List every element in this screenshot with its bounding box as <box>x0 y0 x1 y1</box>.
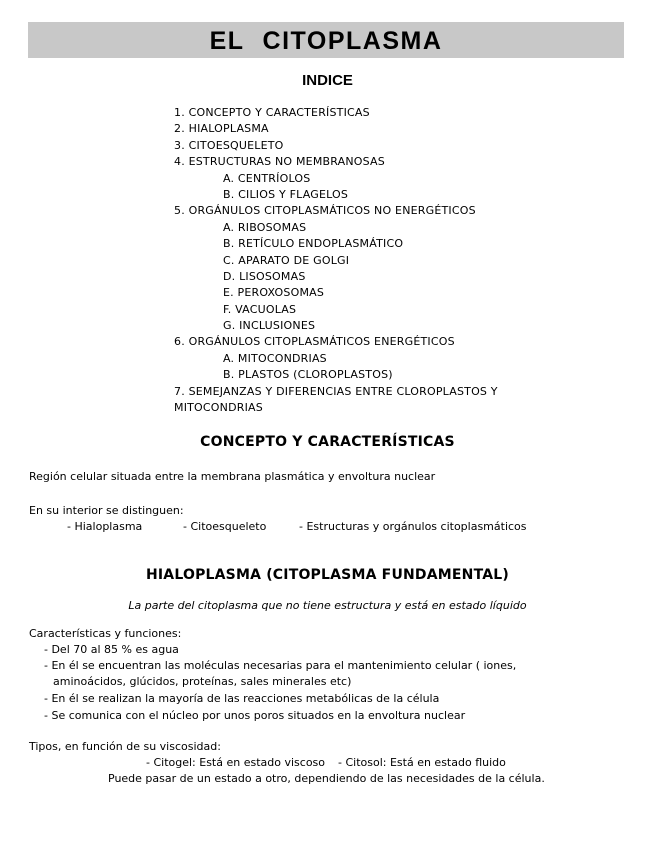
types-title: Tipos, en función de su viscosidad: <box>29 740 221 753</box>
feature-item: - Se comunica con el núcleo por unos poros situados en la envoltura nuclear <box>44 709 466 722</box>
feature-item-continuation: aminoácidos, glúcidos, proteínas, sales minerales etc) <box>53 675 352 688</box>
toc-subitem: A. RIBOSOMAS <box>223 220 307 234</box>
toc-subitem: A. CENTRÍOLOS <box>223 171 311 185</box>
toc-subitem: G. INCLUSIONES <box>223 319 316 333</box>
toc-item: 3. CITOESQUELETO <box>174 138 284 152</box>
toc-subitem: B. CILIOS Y FLAGELOS <box>223 187 349 201</box>
type-citosol: - Citosol: Está en estado fluido <box>338 756 506 769</box>
type-citogel: - Citogel: Está en estado viscoso <box>146 756 326 769</box>
toc-item: 6. ORGÁNULOS CITOPLASMÁTICOS ENERGÉTICOS <box>174 335 455 349</box>
section-heading-hialoplasma: HIALOPLASMA (CITOPLASMA FUNDAMENTAL) <box>145 567 510 583</box>
part-citoesqueleto: - Citoesqueleto <box>183 520 267 533</box>
toc-item: 7. SEMEJANZAS Y DIFERENCIAS ENTRE CLOROPLASTOS Y <box>174 384 498 398</box>
feature-item: - Del 70 al 85 % es agua <box>44 643 179 656</box>
feature-item: - En él se realizan la mayoría de las reacciones metabólicas de la célula <box>44 692 440 705</box>
table-of-contents <box>174 105 554 416</box>
toc-item: 4. ESTRUCTURAS NO MEMBRANOSAS <box>174 155 385 169</box>
toc-subitem: A. MITOCONDRIAS <box>223 351 327 365</box>
definition-text: Región celular situada entre la membrana plasmática y envoltura nuclear <box>29 470 436 483</box>
feature-item: - En él se encuentran las moléculas necesarias para el mantenimiento celular ( iones, <box>44 659 517 672</box>
toc-item: MITOCONDRIAS <box>174 401 263 415</box>
toc-subitem: F. VACUOLAS <box>223 302 297 316</box>
toc-subitem: C. APARATO DE GOLGI <box>223 253 350 267</box>
toc-item: 2. HIALOPLASMA <box>174 122 269 136</box>
state-change-note: Puede pasar de un estado a otro, dependiendo de las necesidades de la célula. <box>108 772 545 785</box>
hialoplasma-subtitle: La parte del citoplasma que no tiene estructura y está en estado líquido <box>128 599 527 612</box>
features-title: Características y funciones: <box>29 627 182 640</box>
toc-subitem: B. PLASTOS (CLOROPLASTOS) <box>223 368 393 382</box>
toc-subitem: D. LISOSOMAS <box>223 269 306 283</box>
page-title: EL CITOPLASMA <box>28 22 624 58</box>
interior-intro: En su interior se distinguen: <box>29 504 184 517</box>
part-hialoplasma: - Hialoplasma <box>67 520 143 533</box>
index-title: INDICE <box>302 72 353 89</box>
toc-subitem: E. PEROXOSOMAS <box>223 286 325 300</box>
section-heading-concepto: CONCEPTO Y CARACTERÍSTICAS <box>200 434 455 450</box>
toc-item: 1. CONCEPTO Y CARACTERÍSTICAS <box>174 106 370 119</box>
part-estructuras: - Estructuras y orgánulos citoplasmáticos <box>299 520 527 533</box>
toc-subitem: B. RETÍCULO ENDOPLASMÁTICO <box>223 237 404 251</box>
toc-item: 5. ORGÁNULOS CITOPLASMÁTICOS NO ENERGÉTICOS <box>174 204 476 218</box>
